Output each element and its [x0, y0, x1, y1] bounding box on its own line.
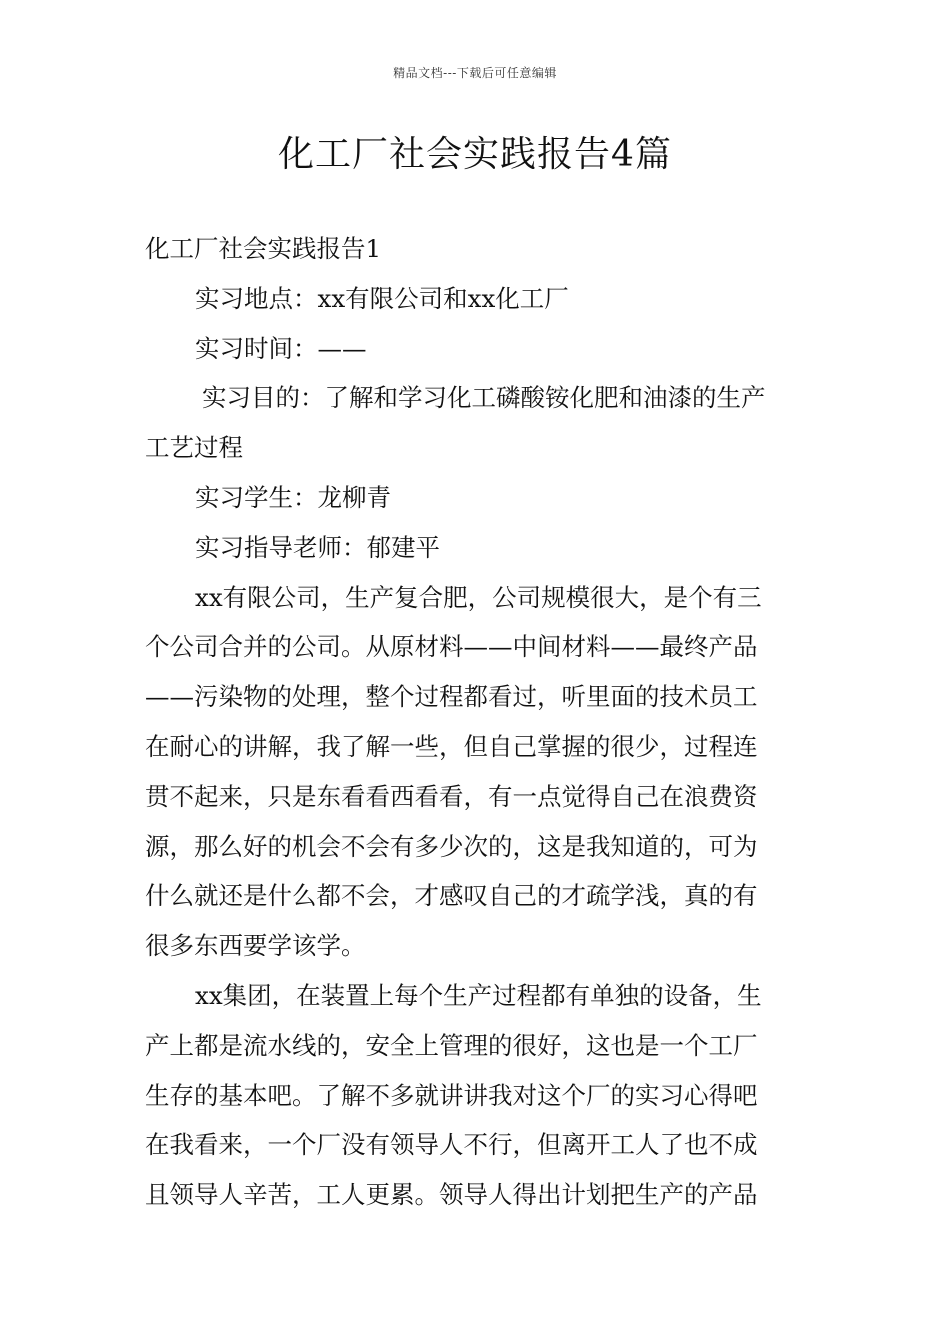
paragraph-2: [145, 971, 810, 1220]
document-title: 化工厂社会实践报告4篇: [278, 134, 672, 175]
paragraph-line: xx集团，在装置上每个生产过程都有单独的设备，生: [195, 980, 762, 1010]
paragraph-line: 贯不起来，只是东看看西看看，有一点觉得自己在浪费资: [145, 781, 758, 811]
paragraph-line: xx有限公司，生产复合肥，公司规模很大，是个有三: [195, 582, 762, 612]
header-note: 精品文档---下载后可任意编辑: [393, 66, 557, 80]
paragraph-line: 源，那么好的机会不会有多少次的，这是我知道的，可为: [145, 831, 758, 861]
info-time: 实习时间：——: [195, 333, 367, 363]
paragraph-line: 在耐心的讲解，我了解一些，但自己掌握的很少，过程连: [145, 731, 758, 761]
paragraph-line: 生存的基本吧。了解不多就讲讲我对这个厂的实习心得吧: [145, 1080, 758, 1110]
paragraph-line: 很多东西要学该学。: [145, 931, 366, 961]
paragraph-line: 且领导人辛苦，工人更累。领导人得出计划把生产的产品: [145, 1180, 758, 1210]
info-teacher: 实习指导老师：郁建平: [195, 532, 440, 562]
document-body: [145, 224, 810, 1220]
info-student: 实习学生：龙柳青: [195, 482, 391, 512]
paragraph-line: 产上都是流水线的，安全上管理的很好，这也是一个工厂: [145, 1030, 758, 1060]
section-heading: 化工厂社会实践报告1: [145, 234, 382, 263]
paragraph-line: 什么就还是什么都不会，才感叹自己的才疏学浅，真的有: [145, 881, 758, 911]
paragraph-line: ——污染物的处理，整个过程都看过，听里面的技术员工: [145, 682, 758, 712]
info-purpose-continued: 工艺过程: [145, 433, 243, 463]
info-location: 实习地点：xx有限公司和xx化工厂: [195, 283, 569, 313]
paragraph-line: 个公司合并的公司。从原材料——中间材料——最终产品: [145, 632, 758, 662]
info-purpose: 实习目的：了解和学习化工磷酸铵化肥和油漆的生产: [202, 383, 766, 413]
paragraph-1: [145, 573, 810, 971]
paragraph-line: 在我看来，一个厂没有领导人不行，但离开工人了也不成: [145, 1130, 758, 1160]
